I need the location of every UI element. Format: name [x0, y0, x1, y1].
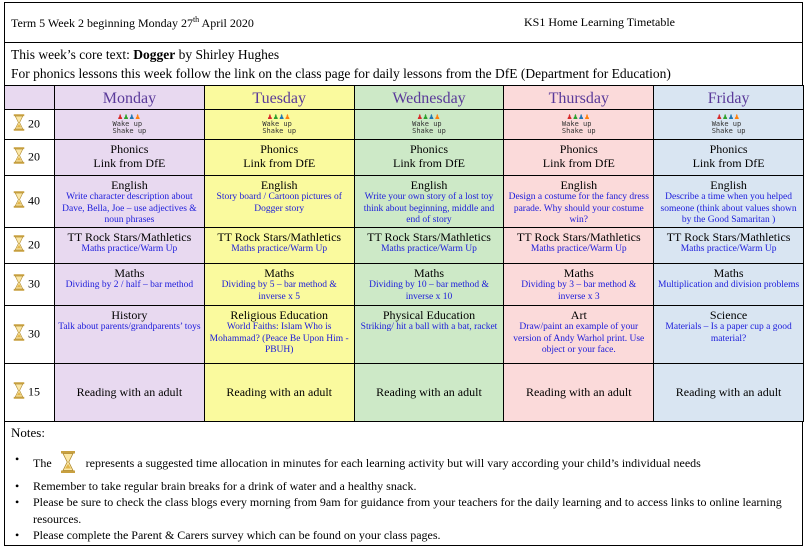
- lesson-cell: [204, 176, 354, 228]
- time-allocation-cell: [5, 140, 55, 176]
- subject-link-label: Link from DfE: [542, 156, 615, 170]
- lesson-cell: [55, 228, 205, 264]
- subject-label: Phonics: [709, 142, 748, 156]
- phonics-instruction: For phonics lessons this week follow the link on the class page for daily lessons from the DfE (Department for Education): [11, 66, 671, 81]
- wake-up-text: Wake up: [262, 120, 292, 128]
- activity-description: Draw/paint an example of your version of Andy Warhol print. Use object or your face.: [513, 322, 645, 355]
- dancing-figures-icon: ♟♟♟♟: [567, 112, 591, 121]
- subject-label: Maths: [264, 266, 295, 280]
- timetable-row: [5, 110, 804, 140]
- lesson-cell: [55, 306, 205, 364]
- wake-up-cell: [504, 110, 654, 140]
- day-header-tuesday: Tuesday: [204, 86, 354, 110]
- lesson-cell: [504, 306, 654, 364]
- hourglass-icon: [13, 114, 25, 135]
- dancing-figures-icon: ♟♟♟♟: [716, 112, 741, 121]
- lesson-cell: [55, 264, 205, 306]
- lesson-cell: [654, 176, 804, 228]
- timetable-row: [5, 306, 804, 364]
- lesson-cell: [654, 140, 804, 176]
- activity-description: Describe a time when you helped someone (think about values shown by the Good Samaritan ): [660, 192, 797, 225]
- wake-up-text: Wake up: [711, 120, 742, 128]
- dancing-figures-icon: ♟♟♟♟: [417, 112, 441, 121]
- note-item-class-blogs: • Please be sure to check the class blogs every morning from 9am for guidance from your teachers for the daily learning and to access links to online learning resources.: [11, 494, 796, 527]
- wake-up-text: Wake up: [412, 120, 442, 128]
- lesson-cell: [354, 306, 504, 364]
- reading-cell: Reading with an adult: [55, 364, 205, 422]
- activity-description: Maths practice/Warm Up: [381, 244, 477, 254]
- dancing-figures-icon: ♟♟♟♟: [117, 112, 142, 121]
- timetable-row: [5, 364, 804, 422]
- notes-title: Notes:: [11, 425, 45, 440]
- activity-description: Maths practice/Warm Up: [81, 244, 178, 254]
- dancing-figures-icon: ♟♟♟♟: [267, 112, 291, 121]
- hourglass-icon: [13, 191, 25, 212]
- time-allocation-cell: [5, 110, 55, 140]
- shake-up-text: Shake up: [412, 127, 446, 135]
- activity-description: Multiplication and division problems: [658, 280, 800, 290]
- lesson-cell: [204, 306, 354, 364]
- timetable-title: KS1 Home Learning Timetable: [524, 15, 675, 29]
- wake-up-text: Wake up: [561, 120, 592, 128]
- subject-label: TT Rock Stars/Mathletics: [67, 230, 192, 244]
- activity-description: Maths practice/Warm Up: [231, 244, 328, 254]
- note-item-timer: • The represents a suggested time allocation in minutes for each learning activity but will vary according your child’s individual needs: [11, 451, 796, 478]
- core-text-title: Dogger: [133, 47, 176, 62]
- day-header-thursday: Thursday: [504, 86, 654, 110]
- wake-up-text: Wake up: [112, 120, 143, 128]
- subject-label: Phonics: [409, 142, 448, 156]
- subject-label: English: [410, 178, 448, 192]
- wake-up-cell: [55, 110, 205, 140]
- subject-label: TT Rock Stars/Mathletics: [666, 230, 791, 244]
- day-header-friday: Friday: [654, 86, 804, 110]
- lesson-cell: [504, 264, 654, 306]
- minutes-value: 30: [28, 326, 40, 341]
- core-text-block: [4, 42, 803, 85]
- wake-up-shake-up-logo: [412, 113, 446, 135]
- lesson-cell: [504, 176, 654, 228]
- activity-description: Write character description about Dave, Bella, Joe – use adjectives & noun phrases: [62, 192, 197, 225]
- subject-label: Maths: [413, 266, 444, 280]
- subject-label: TT Rock Stars/Mathletics: [217, 230, 342, 244]
- subject-label: Science: [709, 308, 748, 322]
- time-allocation-cell: [5, 306, 55, 364]
- activity-description: Materials – Is a paper cup a good material?: [665, 322, 792, 344]
- shake-up-text: Shake up: [711, 127, 746, 135]
- subject-label: English: [710, 178, 747, 192]
- subject-label: English: [560, 178, 598, 192]
- wake-up-shake-up-logo: [113, 113, 147, 135]
- lesson-cell: [504, 140, 654, 176]
- time-allocation-cell: [5, 176, 55, 228]
- time-allocation-cell: [5, 364, 55, 422]
- reading-cell: Reading with an adult: [354, 364, 504, 422]
- lesson-cell: [354, 140, 504, 176]
- core-text-line: This week’s core text: Dogger by Shirley Hughes: [11, 47, 280, 62]
- minutes-value: 20: [28, 149, 40, 164]
- shake-up-text: Shake up: [112, 127, 147, 135]
- wake-up-cell: [354, 110, 504, 140]
- hourglass-icon: [13, 382, 25, 403]
- lesson-cell: [354, 264, 504, 306]
- activity-description: World Faiths: Islam Who is Mohammad? (Peace Be Upon Him -PBUH): [209, 322, 349, 355]
- minutes-value: 20: [28, 237, 40, 252]
- subject-label: TT Rock Stars/Mathletics: [516, 230, 641, 244]
- timetable-page: [4, 2, 803, 546]
- reading-cell: Reading with an adult: [204, 364, 354, 422]
- lesson-cell: [204, 140, 354, 176]
- notes-list: [11, 451, 796, 544]
- wake-up-cell: [204, 110, 354, 140]
- lesson-cell: [654, 264, 804, 306]
- activity-description: Talk about parents/grandparents’ toys: [58, 322, 201, 332]
- lesson-cell: [204, 264, 354, 306]
- corner-cell: [5, 86, 55, 110]
- day-header-wednesday: Wednesday: [354, 86, 504, 110]
- shake-up-text: Shake up: [262, 127, 297, 135]
- subject-label: History: [111, 308, 148, 322]
- subject-label: Physical Education: [382, 308, 476, 322]
- subject-label: Maths: [713, 266, 744, 280]
- subject-link-label: Link from DfE: [692, 156, 765, 170]
- subject-label: Maths: [114, 266, 145, 280]
- term-week-label: Term 5 Week 2 beginning Monday 27th April 2020: [11, 15, 254, 30]
- lesson-cell: [204, 228, 354, 264]
- reading-cell: Reading with an adult: [654, 364, 804, 422]
- shake-up-text: Shake up: [561, 127, 596, 135]
- lesson-cell: [654, 228, 804, 264]
- wake-up-cell: [654, 110, 804, 140]
- lesson-cell: [654, 306, 804, 364]
- lesson-cell: [504, 228, 654, 264]
- hourglass-icon: [13, 274, 25, 295]
- subject-link-label: Link from DfE: [393, 156, 465, 170]
- hourglass-icon: [13, 147, 25, 168]
- notes-section: [4, 422, 803, 546]
- activity-description: Design a costume for the fancy dress parade. Why should your costume win?: [508, 192, 649, 225]
- timetable-row: [5, 140, 804, 176]
- hourglass-icon: [60, 451, 76, 478]
- note-item-breaks: • Remember to take regular brain breaks for a drink of water and a healthy snack.: [11, 478, 796, 495]
- activity-description: Dividing by 5 – bar method & inverse x 5: [221, 280, 337, 302]
- hourglass-icon: [13, 235, 25, 256]
- subject-label: Religious Education: [230, 308, 329, 322]
- activity-description: Write your own story of a lost toy think about beginning, middle and end of story: [363, 192, 495, 225]
- activity-description: Striking/ hit a ball with a bat, racket: [360, 322, 498, 332]
- subject-label: Phonics: [110, 142, 149, 156]
- wake-up-shake-up-logo: [262, 113, 296, 135]
- hourglass-icon: [13, 324, 25, 345]
- document-header: [4, 2, 803, 42]
- reading-cell: Reading with an adult: [504, 364, 654, 422]
- activity-description: Story board / Cartoon pictures of Dogger story: [216, 192, 342, 214]
- subject-label: Art: [570, 308, 587, 322]
- subject-link-label: Link from DfE: [243, 156, 316, 170]
- lesson-cell: [55, 176, 205, 228]
- activity-description: Maths practice/Warm Up: [680, 244, 777, 254]
- time-allocation-cell: [5, 228, 55, 264]
- minutes-value: 20: [28, 116, 40, 131]
- timetable-row: [5, 228, 804, 264]
- minutes-value: 15: [28, 384, 40, 399]
- weekly-timetable: [4, 85, 804, 422]
- activity-description: Maths practice/Warm Up: [530, 244, 627, 254]
- subject-label: Phonics: [559, 142, 598, 156]
- lesson-cell: [354, 176, 504, 228]
- activity-description: Dividing by 2 / half – bar method: [65, 280, 194, 290]
- lesson-cell: [354, 228, 504, 264]
- timetable-row: [5, 264, 804, 306]
- activity-description: Dividing by 3 – bar method & inverse x 3: [521, 280, 637, 302]
- subject-label: TT Rock Stars/Mathletics: [367, 230, 491, 244]
- day-header-row: [5, 86, 804, 110]
- minutes-value: 30: [28, 276, 40, 291]
- note-item-survey: • Please complete the Parent & Carers survey which can be found on your class pages.: [11, 527, 796, 544]
- time-allocation-cell: [5, 264, 55, 306]
- timetable-row: [5, 176, 804, 228]
- wake-up-shake-up-logo: [562, 113, 596, 135]
- minutes-value: 40: [28, 193, 40, 208]
- subject-label: Phonics: [260, 142, 299, 156]
- day-header-monday: Monday: [55, 86, 205, 110]
- activity-description: Dividing by 10 – bar method & inverse x 10: [369, 280, 489, 302]
- subject-label: English: [260, 178, 298, 192]
- subject-label: English: [111, 178, 148, 192]
- subject-link-label: Link from DfE: [93, 156, 166, 170]
- lesson-cell: [55, 140, 205, 176]
- subject-label: Maths: [563, 266, 594, 280]
- wake-up-shake-up-logo: [712, 113, 746, 135]
